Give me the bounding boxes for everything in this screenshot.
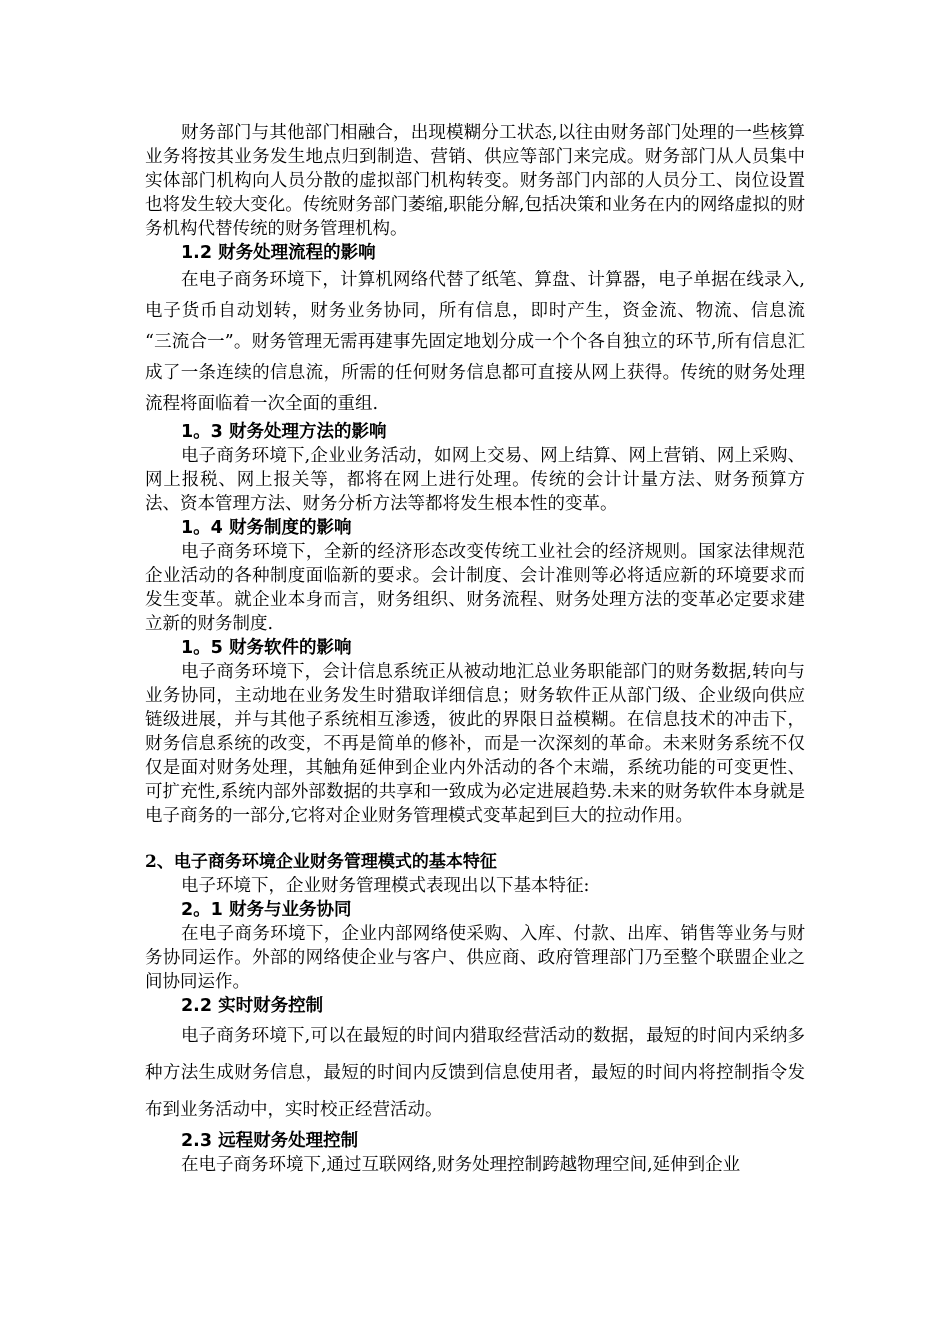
paragraph-1-4: 电子商务环境下，全新的经济形态改变传统工业社会的经济规则。国家法律规范企业活动的各种制度面临新的要求。会计制度、会计准则等必将适应新的环境要求而发生变革。就企业本身而言，财务组织、财务流程、财务处理方法的变革必定要求建立新的财务制度.: [145, 542, 805, 634]
paragraph-1-5: 电子商务环境下，会计信息系统正从被动地汇总业务职能部门的财务数据,转向与业务协同，主动地在业务发生时猎取详细信息；财务软件正从部门级、企业级向供应链级进展，并与其他子系统相互渗透，彼此的界限日益模糊。在信息技术的冲击下，财务信息系统的改变，不再是简单的修补，而是一次深刻的革命。未来财务系统不仅仅是面对财务处理，其触角延伸到企业内外活动的各个末端，系统功能的可变更性、可扩充性,系统内部外部数据的共享和一致成为必定进展趋势.未来的财务软件本身就是电子商务的一部分,它将对企业财务管理模式变革起到巨大的拉动作用。: [145, 662, 805, 826]
heading-1-5: 1。5 财务软件的影响: [181, 638, 352, 658]
paragraph-2-2: 电子商务环境下,可以在最短的时间内猎取经营活动的数据，最短的时间内采纳多种方法生成财务信息，最短的时间内反馈到信息使用者，最短的时间内将控制指令发布到业务活动中，实时校正经营活动。: [145, 1026, 805, 1120]
paragraph-2: 电子环境下，企业财务管理模式表现出以下基本特征:: [181, 876, 590, 896]
heading-2-2: 2.2 实时财务控制: [181, 996, 324, 1016]
document-body: [145, 121, 805, 1177]
heading-1-4: 1。4 财务制度的影响: [181, 518, 352, 538]
paragraph-2-3: 在电子商务环境下,通过互联网络,财务处理控制跨越物理空间,延伸到企业: [181, 1155, 741, 1175]
heading-1-2: 1.2 财务处理流程的影响: [181, 243, 376, 263]
paragraph-1-3: 电子商务环境下,企业业务活动，如网上交易、网上结算、网上营销、网上采购、网上报税、网上报关等，都将在网上进行处理。传统的会计计量方法、财务预算方法、资本管理方法、财务分析方法等都将发生根本性的变革。: [145, 446, 805, 514]
paragraph-intro: 财务部门与其他部门相融合，出现模糊分工状态,以往由财务部门处理的一些核算业务将按其业务发生地点归到制造、营销、供应等部门来完成。财务部门从人员集中实体部门机构向人员分散的虚拟部门机构转变。财务部门内部的人员分工、岗位设置也将发生较大变化。传统财务部门萎缩,职能分解,包括决策和业务在内的网络虚拟的财务机构代替传统的财务管理机构。: [145, 123, 805, 239]
heading-section-2: 2、电子商务环境企业财务管理模式的基本特征: [145, 852, 497, 872]
paragraph-1-2: 在电子商务环境下，计算机网络代替了纸笔、算盘、计算器，电子单据在线录入,电子货币自动划转，财务业务协同，所有信息，即时产生，资金流、物流、信息流 “三流合一”。财务管理无需再建事先固定地划分成一个个各自独立的环节,所有信息汇成了一条连续的信息流，所需的任何财务信息都可直接从网上获得。传统的财务处理流程将面临着一次全面的重组.: [145, 270, 805, 414]
heading-2-1: 2。1 财务与业务协同: [181, 900, 352, 920]
paragraph-2-1: 在电子商务环境下，企业内部网络使采购、入库、付款、出库、销售等业务与财务协同运作。外部的网络使企业与客户、供应商、政府管理部门乃至整个联盟企业之间协同运作。: [145, 924, 805, 992]
heading-2-3: 2.3 远程财务处理控制: [181, 1131, 359, 1151]
heading-1-3: 1。3 财务处理方法的影响: [181, 422, 387, 442]
